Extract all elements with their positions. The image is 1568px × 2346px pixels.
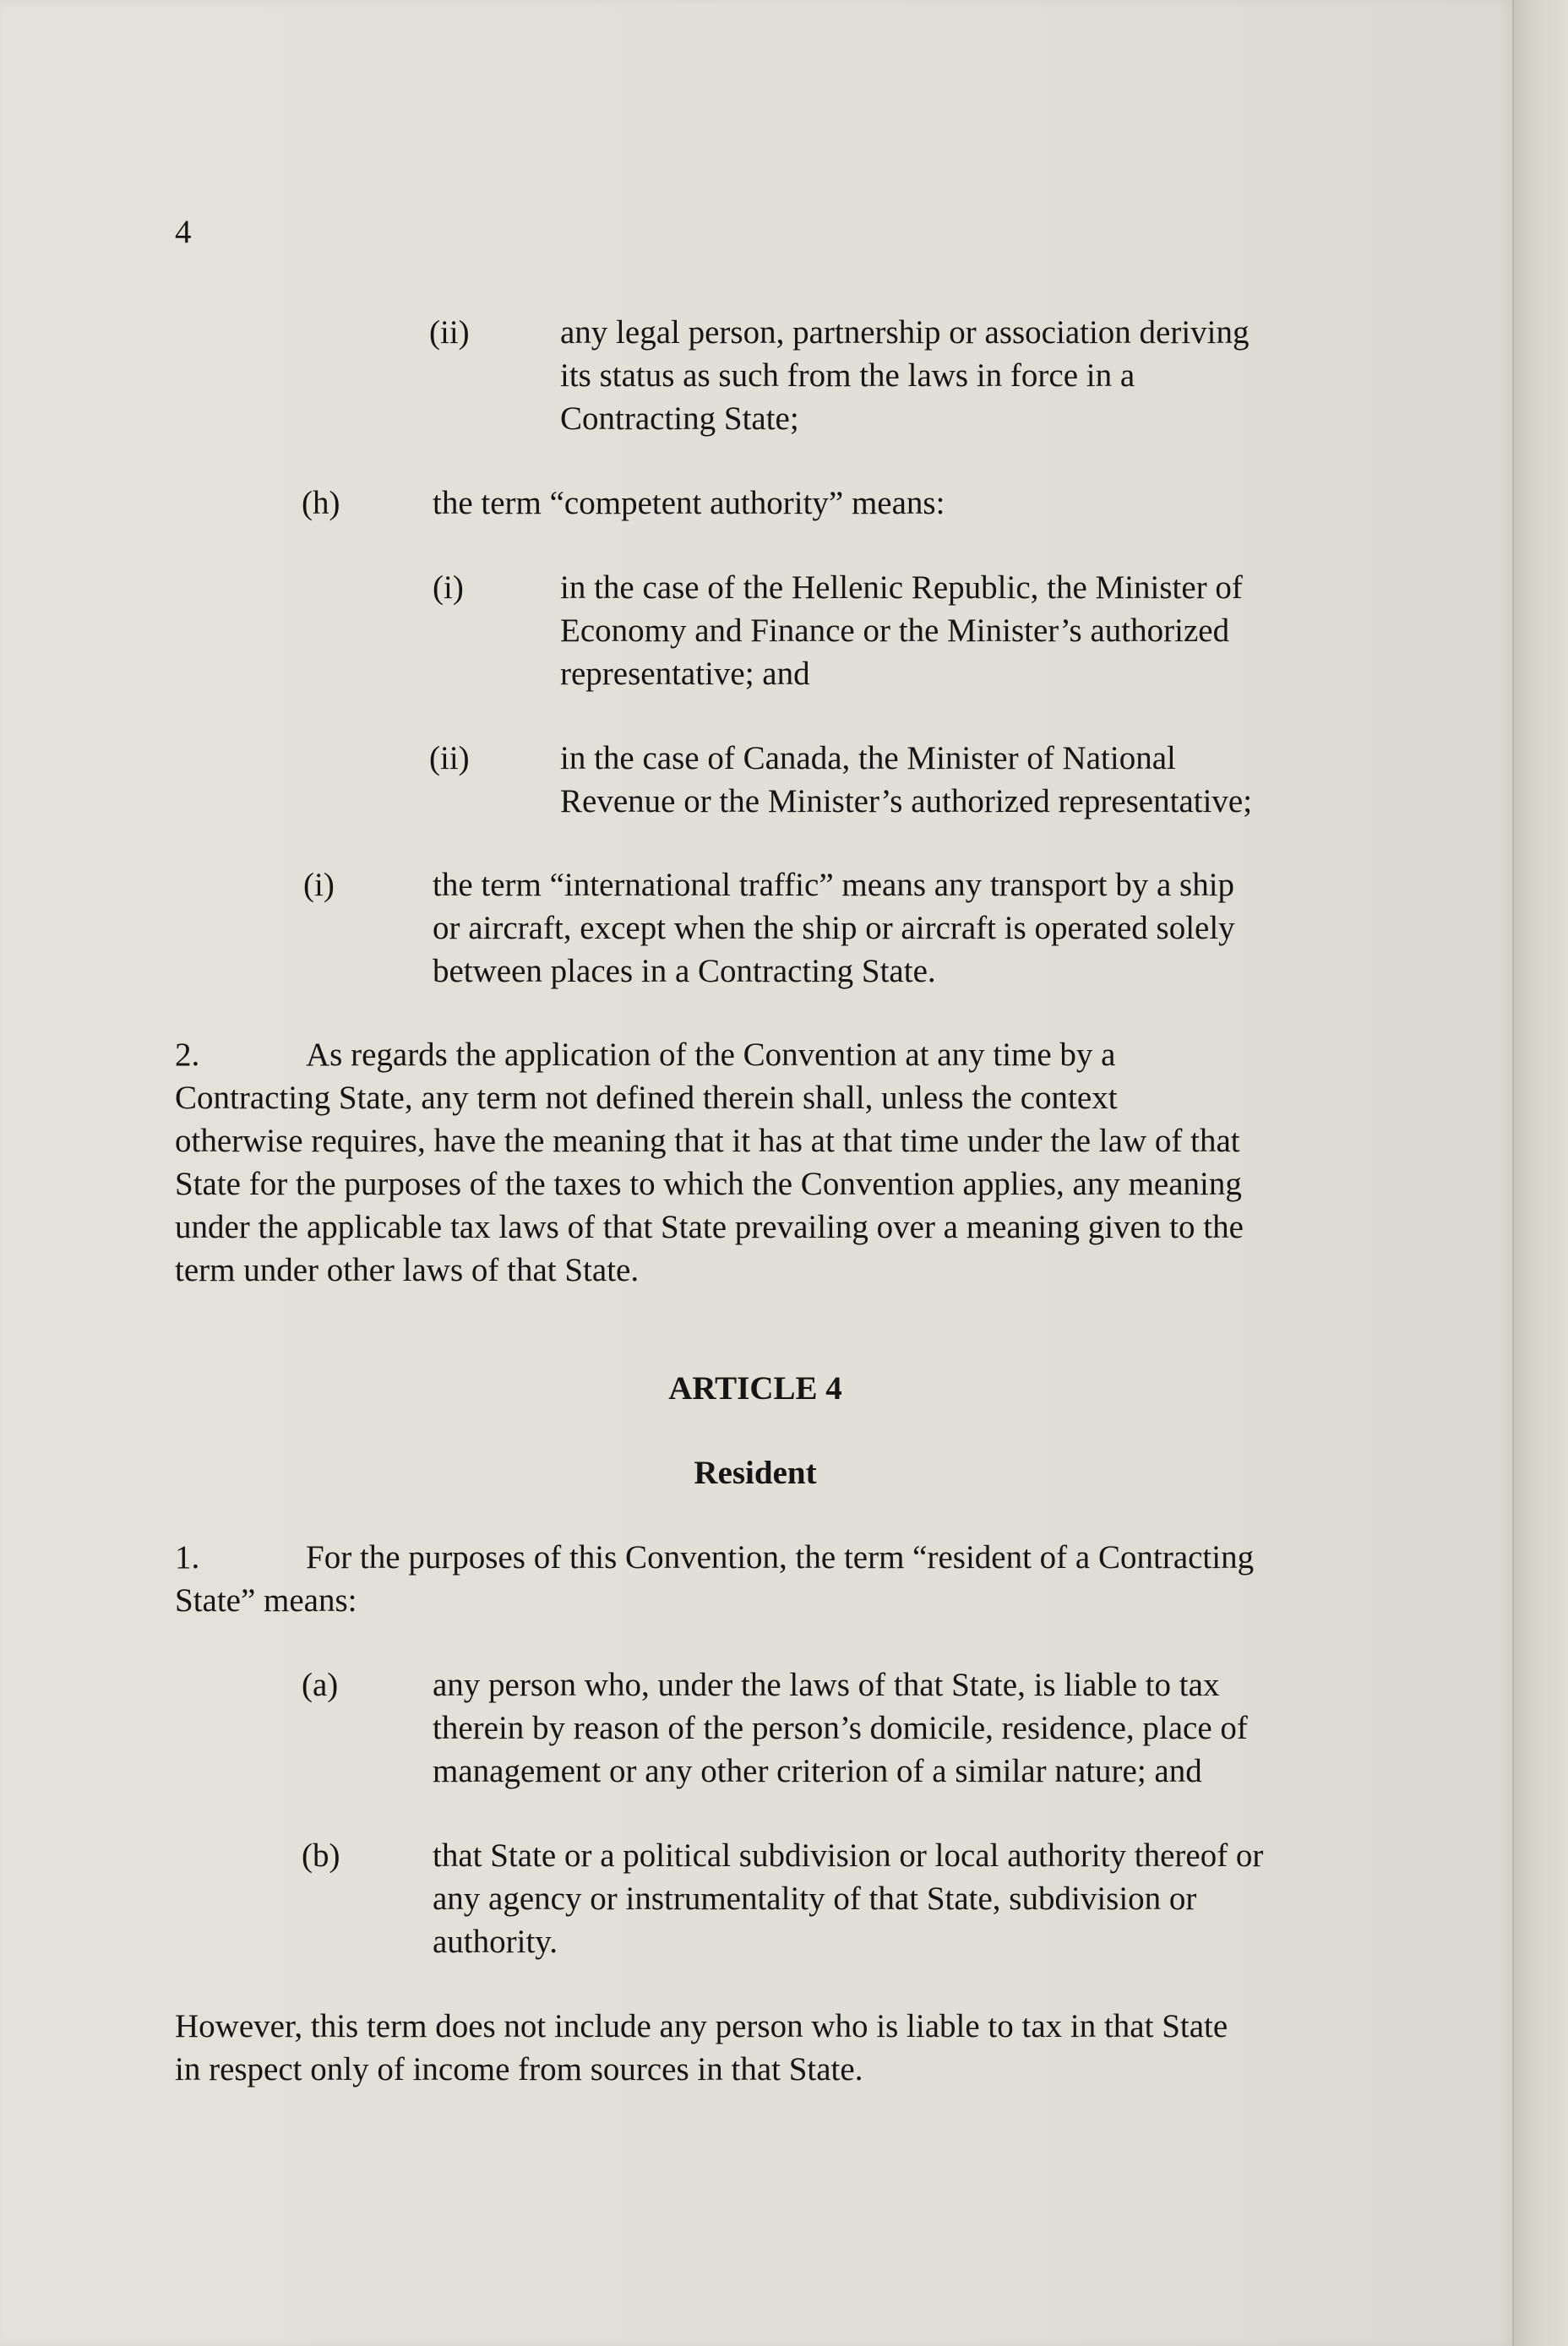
paragraph-text-line: State” means: [175,1582,357,1619]
item-text-line: representative; and [560,656,810,692]
article-heading: ARTICLE 4 [668,1370,842,1407]
paragraph-text-line: under the applicable tax laws of that State prevailing over a meaning given to the [175,1209,1244,1245]
paragraph-number-2: 2. [175,1037,200,1073]
item-text-line: the term “international traffic” means any transport by a ship [433,867,1235,903]
item-text-line: between places in a Contracting State. [433,953,936,989]
item-text-line: in the case of the Hellenic Republic, the Minister of [560,569,1243,606]
item-text-line: Contracting State; [560,400,799,437]
item-text-line: therein by reason of the person’s domicile, residence, place of [433,1710,1248,1746]
paragraph-text-line: otherwise requires, have the meaning that it has at that time under the law of that [175,1123,1240,1159]
item-text-line: the term “competent authority” means: [433,485,945,521]
paragraph-text-line: in respect only of income from sources in that State. [175,2051,863,2087]
paragraph-number-1: 1. [175,1539,200,1576]
item-text-line: that State or a political subdivision or local authority thereof or [433,1837,1264,1874]
item-text-line: Economy and Finance or the Minister’s authorized [560,612,1230,649]
item-text-line: its status as such from the laws in force in a [560,357,1135,394]
paragraph-text-line: For the purposes of this Convention, the term “resident of a Contracting [306,1539,1255,1576]
paragraph-text-line: State for the purposes of the taxes to which the Convention applies, any meaning [175,1166,1242,1202]
item-label-i: (i) [303,867,335,903]
item-label-b: (b) [302,1837,340,1874]
item-text-line: or aircraft, except when the ship or aircraft is operated solely [433,910,1235,946]
page-number: 4 [175,214,192,250]
item-text-line: in the case of Canada, the Minister of National [560,740,1176,776]
paragraph-text-line: As regards the application of the Convention at any time by a [306,1037,1116,1073]
item-label-h-i: (i) [433,569,464,606]
item-label-h: (h) [302,485,340,521]
item-text-line: any agency or instrumentality of that State, subdivision or [433,1881,1197,1917]
item-label-a: (a) [302,1667,339,1703]
item-text-line: Revenue or the Minister’s authorized representative; [560,783,1253,819]
item-label-g-ii: (ii) [429,314,470,351]
item-text-line: authority. [433,1924,558,1960]
item-text-line: any legal person, partnership or association deriving [560,314,1250,351]
item-label-h-ii: (ii) [429,740,470,776]
article-title: Resident [694,1455,817,1491]
paragraph-text-line: term under other laws of that State. [175,1252,640,1288]
paragraph-text-line: Contracting State, any term not defined therein shall, unless the context [175,1080,1118,1116]
item-text-line: any person who, under the laws of that State, is liable to tax [433,1667,1220,1703]
page-spine-edge [1512,0,1568,2346]
item-text-line: management or any other criterion of a similar nature; and [433,1753,1202,1789]
paragraph-text-line: However, this term does not include any person who is liable to tax in that State [175,2008,1228,2044]
